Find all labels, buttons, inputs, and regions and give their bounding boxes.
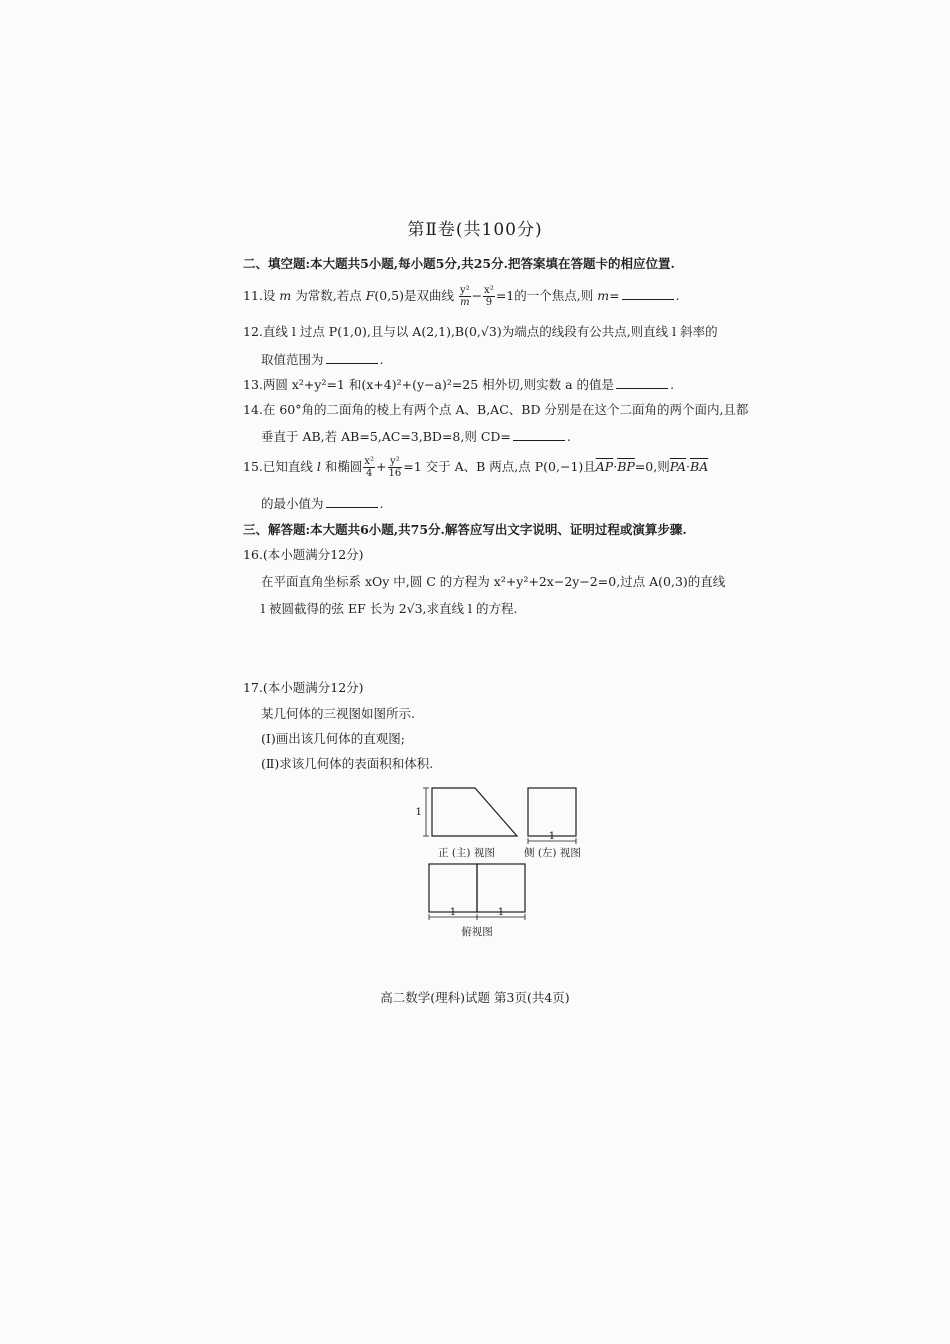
answer-blank [513, 428, 565, 441]
q11-fraction-1: $\frac{\text{y²}}{m}$ [460, 285, 470, 308]
question-17-head: 17.(本小题满分12分) [243, 680, 364, 695]
top-view-right-square [477, 864, 525, 912]
question-17-intro: 某几何体的三视图如图所示. [261, 706, 415, 721]
front-view-label: 正 (主) 视图 [438, 847, 495, 859]
top-view-left-square [429, 864, 477, 912]
question-14-line1: 14.在 60°角的二面角的棱上有两个点 A、B,AC、BD 分别是在这个二面角的两个面内,且都 [243, 402, 749, 417]
answer-blank [622, 287, 674, 300]
top-right-width-label: 1 [497, 906, 505, 918]
question-15-line1: 15.已知直线 l 和椭圆 $\frac{\text{x²}}{4}$ + $\frac{\text{y²}}{16}$ =1 交于 A、B 两点,点 P(0,−1)且$\overline{AP}\cdot\overline{BP}=0$,则$\overline{PA}\cdot\overline{BA}$ [243, 456, 709, 479]
question-13: 13.两圆 x²+y²=1 和(x+4)²+(y−a)²=25 相外切,则实数 a 的值是 . [243, 377, 675, 392]
q11-fraction-2: $\frac{\text{x²}}{9}$ [484, 285, 494, 308]
q11-text-c: 为常数,若点 [295, 288, 362, 303]
page-footer: 高二数学(理科)试题 第3页(共4页) [380, 990, 570, 1005]
top-left-width-label: 1 [449, 906, 457, 918]
side-view-label: 侧 (左) 视图 [524, 847, 581, 859]
question-16-line1: 在平面直角坐标系 xOy 中,圆 C 的方程为 x²+y²+2x−2y−2=0,过点 A(0,3)的直线 [261, 574, 726, 589]
answer-blank [616, 376, 668, 389]
side-width-label: 1 [548, 830, 556, 842]
question-17-part1: (Ⅰ)画出该几何体的直观图; [261, 731, 405, 746]
question-16-line2: l 被圆截得的弦 EF 长为 2√3,求直线 l 的方程. [261, 601, 518, 616]
question-14-line2: 垂直于 AB,若 AB=5,AC=3,BD=8,则 CD= . [261, 429, 571, 444]
question-17-part2: (Ⅱ)求该几何体的表面积和体积. [261, 756, 434, 771]
answer-blank [326, 351, 378, 364]
answer-blank [326, 495, 378, 508]
question-15-line2: 的最小值为 . [261, 496, 384, 511]
question-12-line1: 12.直线 l 过点 P(1,0),且与以 A(2,1),B(0,√3)为端点的线段有公共点,则直线 l 斜率的 [243, 324, 718, 339]
question-12-line2: 取值范围为 . [261, 352, 384, 367]
question-11: 11.设 m 为常数,若点 F(0,5)是双曲线 $\frac{\text{y²}}{m}$ − $\frac{\text{x²}}{9}$ =1的一个焦点,则 m= . [243, 285, 680, 308]
top-view-label: 俯视图 [461, 926, 493, 938]
q15-fraction-1: $\frac{\text{x²}}{4}$ [364, 456, 375, 479]
front-view-shape [432, 788, 517, 836]
side-view-shape [528, 788, 576, 836]
q11-var-m: m [279, 288, 292, 303]
front-height-label: 1 [415, 806, 422, 818]
question-16-head: 16.(本小题满分12分) [243, 547, 364, 562]
part2-header: 二、填空题:本大题共5小题,每小题5分,共25分.把答案填在答题卡的相应位置. [243, 256, 675, 271]
three-view-figure [400, 780, 600, 950]
q11-text-h: =1的一个焦点,则 [495, 288, 594, 303]
part3-header: 三、解答题:本大题共6小题,共75分.解答应写出文字说明、证明过程或演算步骤. [243, 522, 687, 537]
q15-fraction-2: $\frac{\text{y²}}{16}$ [388, 456, 402, 479]
q11-text-a: 11.设 [243, 288, 276, 303]
q11-text-e: (0,5)是双曲线 [374, 288, 455, 303]
section-title: 第Ⅱ卷(共100分) [407, 220, 543, 240]
q11-var-f: F [365, 288, 375, 303]
